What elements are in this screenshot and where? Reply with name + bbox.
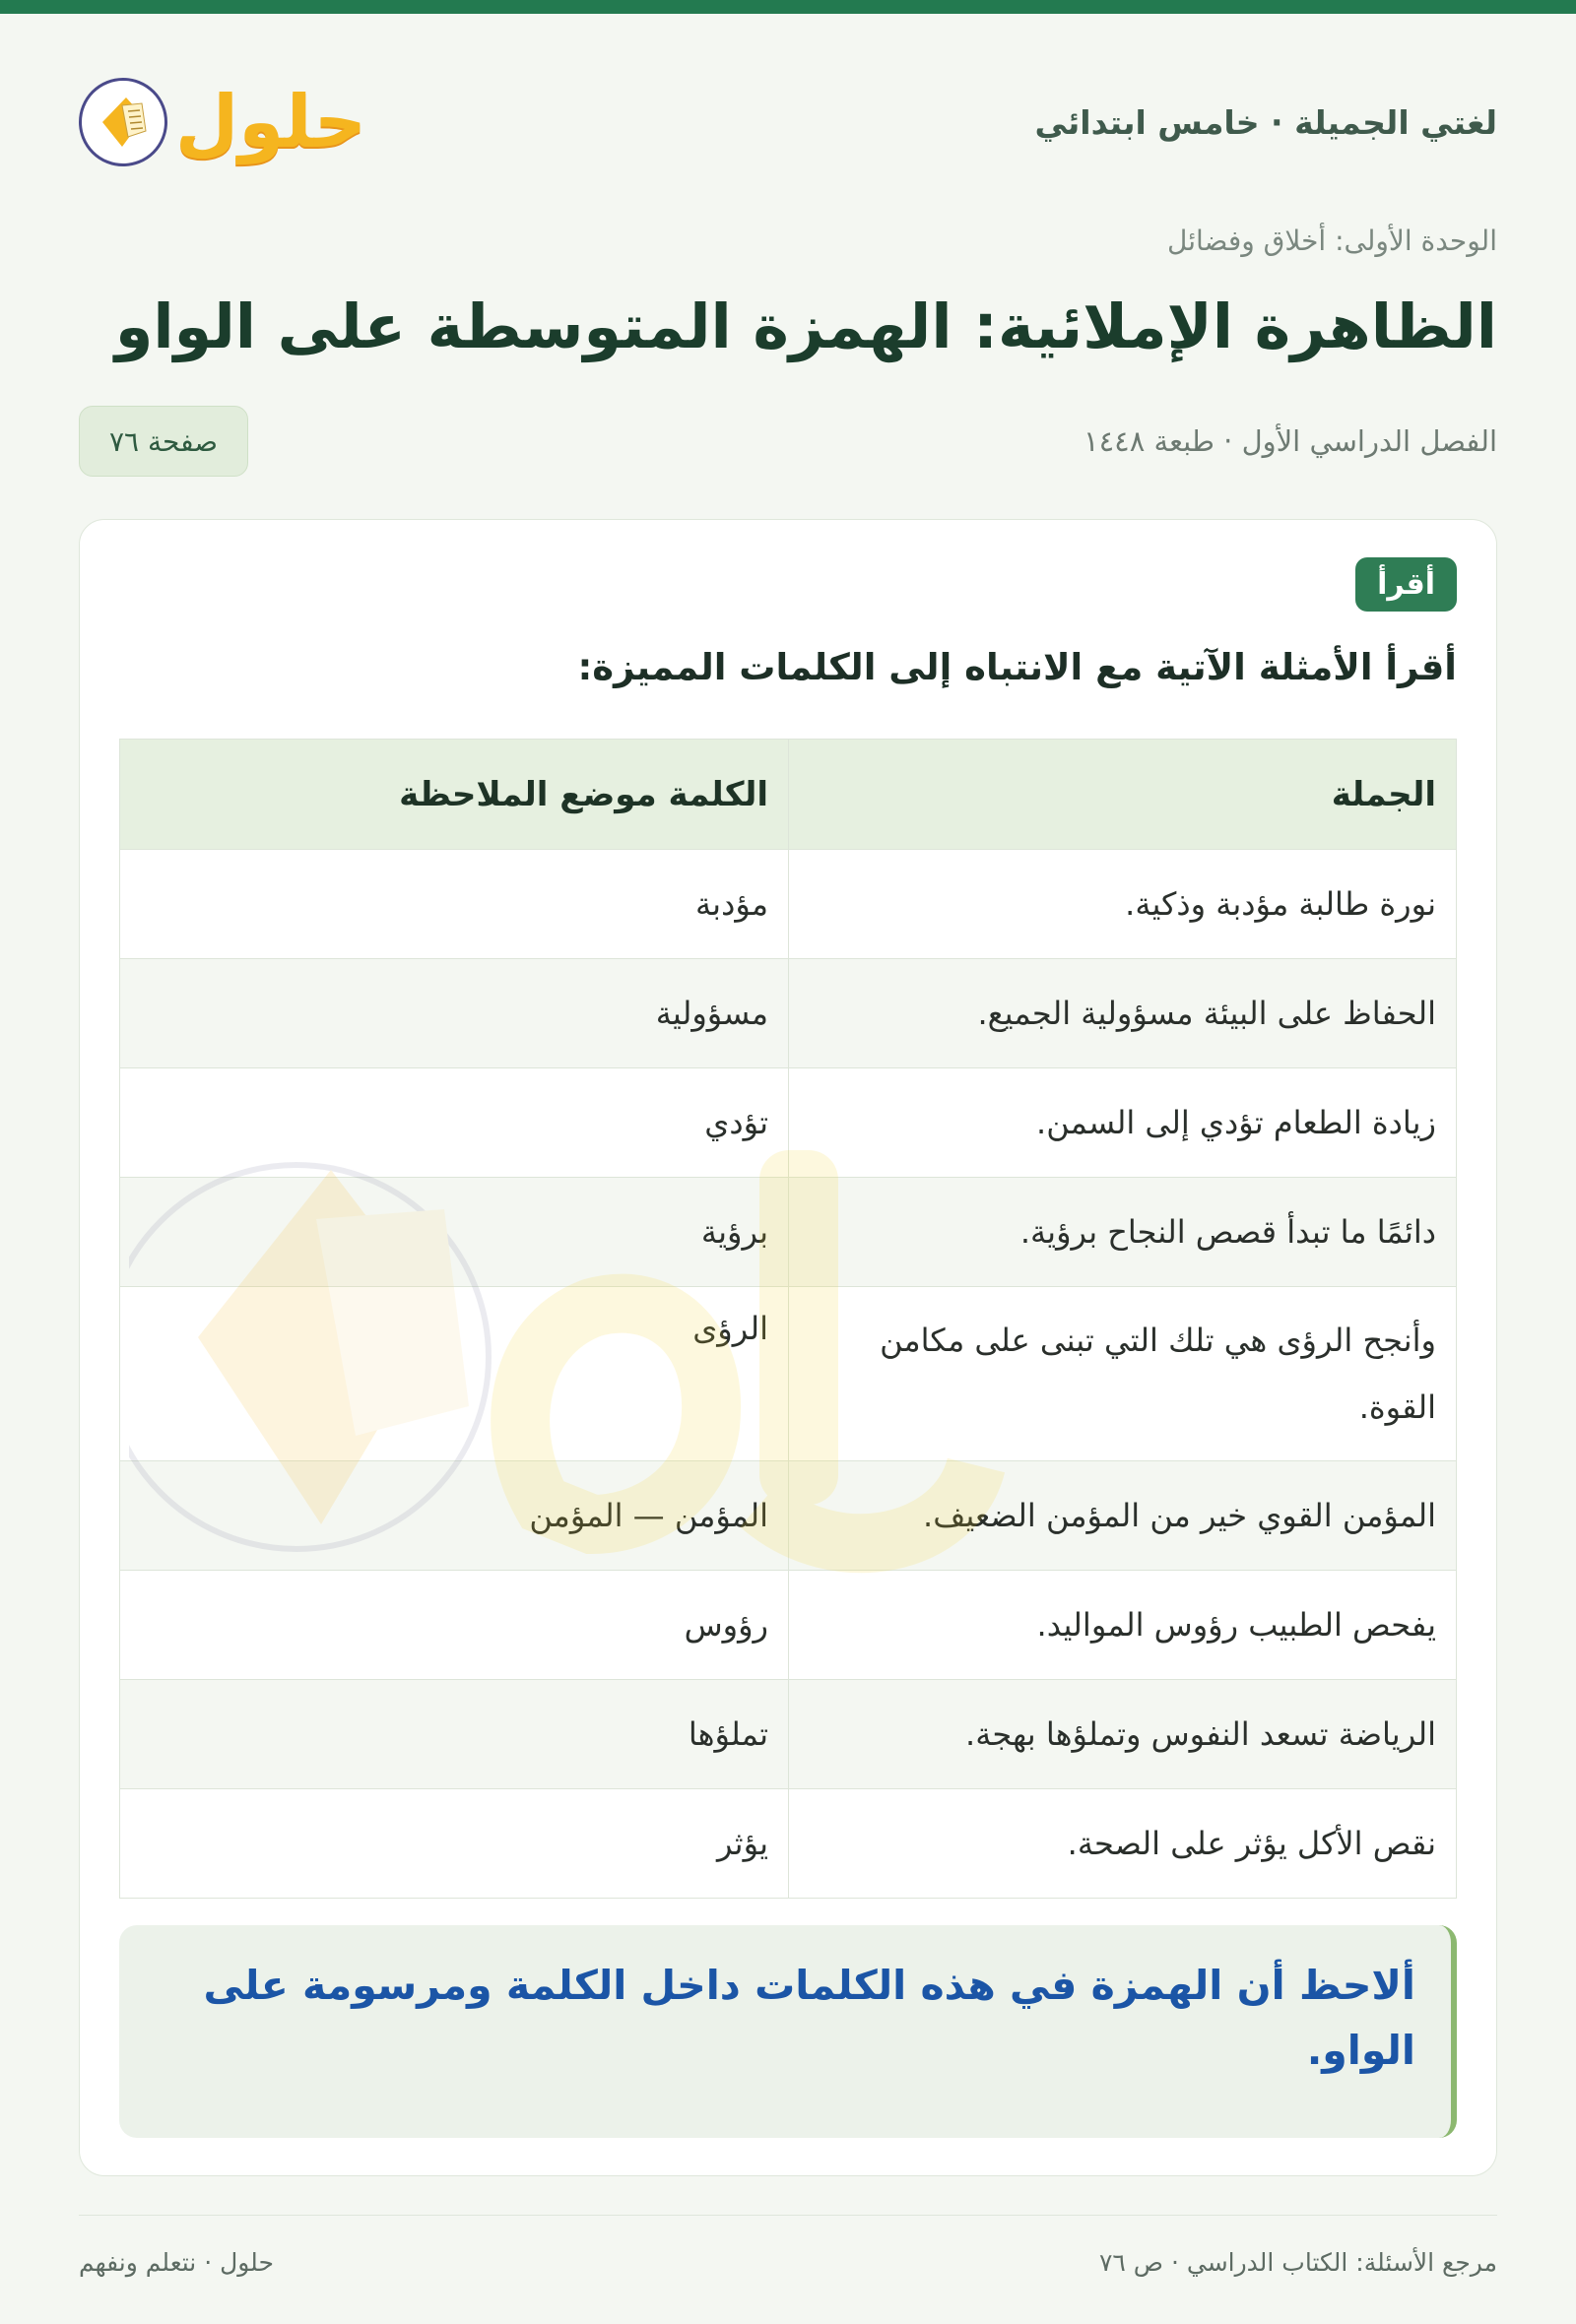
sentence-cell: المؤمن القوي خير من المؤمن الضعيف. xyxy=(789,1461,1457,1571)
word-cell: مؤدبة xyxy=(120,850,789,959)
table-row xyxy=(120,1287,1457,1461)
sentence-cell: الرياضة تسعد النفوس وتملؤها بهجة. xyxy=(789,1680,1457,1789)
sentence-cell: زيادة الطعام تؤدي إلى السمن. xyxy=(789,1068,1457,1178)
word-cell: تملؤها xyxy=(120,1680,789,1789)
table-row xyxy=(120,850,1457,959)
table-row xyxy=(120,1178,1457,1287)
instruction-text: أقرأ الأمثلة الآتية مع الانتباه إلى الكلمات المميزة: xyxy=(577,646,1457,688)
unit-label: الوحدة الأولى: أخلاق وفضائل xyxy=(1167,225,1497,257)
observation-note xyxy=(119,1925,1457,2138)
table-header-row xyxy=(120,740,1457,850)
top-accent-stripe xyxy=(0,0,1576,14)
word-cell: رؤوس xyxy=(120,1571,789,1680)
word-cell: مسؤولية xyxy=(120,959,789,1068)
semester-info: الفصل الدراسي الأول · طبعة ١٤٤٨ xyxy=(1084,424,1497,458)
book-icon xyxy=(79,78,167,166)
column-header-sentence: الجملة xyxy=(789,740,1457,850)
logo[interactable] xyxy=(79,78,366,166)
examples-table-wrapper xyxy=(119,739,1457,1899)
sentence-cell: نقص الأكل يؤثر على الصحة. xyxy=(789,1789,1457,1899)
footer-divider xyxy=(79,2215,1497,2216)
sentence-cell: نورة طالبة مؤدبة وذكية. xyxy=(789,850,1457,959)
read-badge: أقرأ xyxy=(1355,557,1457,612)
exercise-card xyxy=(79,519,1497,2176)
logo-text: حلول xyxy=(175,80,367,164)
book-title: لغتي الجميلة · خامس ابتدائي xyxy=(1034,102,1497,142)
footer-brand[interactable]: حلول · نتعلم ونفهم xyxy=(79,2248,274,2277)
table-row xyxy=(120,1680,1457,1789)
word-cell: برؤية xyxy=(120,1178,789,1287)
observation-text: ألاحظ أن الهمزة في هذه الكلمات داخل الكلمة ومرسومة على الواو. xyxy=(203,1962,1415,2075)
word-cell: يؤثر xyxy=(120,1789,789,1899)
lesson-title: الظاهرة الإملائية: الهمزة المتوسطة على الواو xyxy=(114,290,1497,362)
header xyxy=(79,61,1497,183)
sentence-cell: الحفاظ على البيئة مسؤولية الجميع. xyxy=(789,959,1457,1068)
table-row xyxy=(120,959,1457,1068)
word-cell: تؤدي xyxy=(120,1068,789,1178)
table-row xyxy=(120,1068,1457,1178)
sentence-cell: يفحص الطبيب رؤوس المواليد. xyxy=(789,1571,1457,1680)
meta-row xyxy=(79,406,1497,477)
examples-table xyxy=(119,739,1457,1899)
word-cell: المؤمن — المؤمن xyxy=(120,1461,789,1571)
footer-reference: مرجع الأسئلة: الكتاب الدراسي · ص ٧٦ xyxy=(1098,2248,1497,2277)
table-row xyxy=(120,1789,1457,1899)
sentence-cell: دائمًا ما تبدأ قصص النجاح برؤية. xyxy=(789,1178,1457,1287)
table-row xyxy=(120,1571,1457,1680)
column-header-word: الكلمة موضع الملاحظة xyxy=(120,740,789,850)
sentence-cell: وأنجح الرؤى هي تلك التي تبنى على مكامن القوة. xyxy=(789,1287,1457,1461)
table-row xyxy=(120,1461,1457,1571)
word-cell: الرؤى xyxy=(120,1287,789,1461)
page-number-chip: صفحة ٧٦ xyxy=(79,406,248,477)
footer xyxy=(79,2248,1497,2277)
